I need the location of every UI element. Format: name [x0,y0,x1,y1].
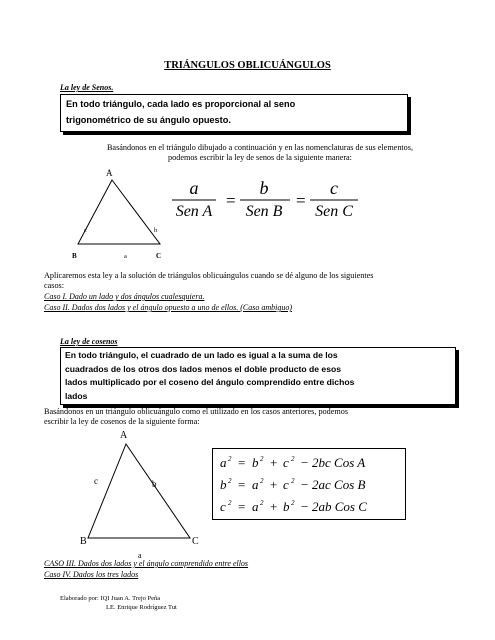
formula-denominator-b: Sen B [245,203,283,220]
equals-sign: = [238,499,246,514]
side-b-label: b [154,227,158,234]
caso-1: Caso I. Dado un lado y dos ángulos cualesquiera. [44,292,205,301]
side-b-label: b [152,479,157,489]
definition-line: En todo triángulo, el cuadrado de un lado es igual a la suma de los [65,350,338,360]
formula-numerator-a: a [189,178,199,198]
exponent: 2 [260,455,264,463]
equation-product: 2bc Cos A [312,455,366,470]
exponent: 2 [228,477,232,485]
caso-2: Caso II. Dados dos lados y el ángulo opuesto a uno de ellos. (Caso ambiguo) [44,303,292,312]
exponent: 2 [260,477,264,485]
equation-term: b [252,455,259,470]
footer-credits [60,594,177,612]
cosines-triangle-diagram [80,424,210,562]
application-line: Aplicaremos esta ley a la solución de triángulos oblicuángulos cuando se dé alguno de los siguientes [44,271,374,280]
equals-sign: = [238,455,246,470]
equals-sign: = [296,191,306,210]
footer-author-1: Elaborado por: IQI Juan A. Trejo Peña [60,595,161,602]
definition-line: trigonométrico de su ángulo opuesto. [66,115,231,125]
side-c-label: c [84,227,87,234]
side-c-label: c [94,476,98,486]
equation-product: 2ab Cos C [312,499,367,514]
minus-sign: − [301,499,309,514]
law-of-cosines-formula-box [212,448,406,520]
plus-sign: + [270,499,278,514]
definition-line: cuadrados de los otros dos lados menos el doble producto de esos [65,363,342,374]
equals-sign: = [238,477,246,492]
equation-term: c [283,477,289,492]
triangle-shape [88,444,190,538]
law-of-sines-definition-box [60,94,408,132]
equation-lhs: b [220,477,227,492]
plus-sign: + [270,477,278,492]
law-of-sines-intro [60,143,460,163]
law-of-sines-formula [168,172,368,224]
vertex-a-label: A [106,168,113,178]
side-a-label: a [138,551,142,560]
vertex-a-label: A [120,430,128,441]
application-line: casos: [44,281,65,290]
equation-product: 2ac Cos B [312,477,366,492]
intro-line: Basándonos en un triángulo oblicuángulo como el utilizado en los casos anteriores, podemos [44,407,349,416]
equals-sign: = [226,191,236,210]
exponent: 2 [260,499,264,507]
equation-term: b [283,499,290,514]
plus-sign: + [270,455,278,470]
law-of-cosines-heading: La ley de cosenos [60,337,118,346]
vertex-c-label: C [192,536,199,547]
exponent: 2 [228,455,232,463]
intro-line: escribir la ley de cosenos de la siguiente forma: [44,417,200,426]
exponent: 2 [291,499,295,507]
definition-line: lados [65,390,88,401]
caso-4: Caso IV. Dados los tres lados [44,570,139,579]
sines-triangle-diagram [70,164,180,264]
vertex-c-label: C [156,252,162,260]
equation-term: a [252,477,259,492]
minus-sign: − [301,455,309,470]
equation-lhs: a [220,455,227,470]
triangle-shape [78,180,160,244]
law-of-sines-heading: La ley de Senos. [60,83,114,92]
definition-line: En todo triángulo, cada lado es proporcional al seno [66,99,296,109]
page-title: TRIÁNGULOS OBLICUÁNGULOS [164,60,331,71]
footer-author-2: LE. Enrique Rodríguez Tut [106,604,177,611]
exponent: 2 [291,477,295,485]
caso-3: CASO III. Dados dos lados y el ángulo comprendido entre ellos [44,559,249,568]
equation-lhs: c [220,499,226,514]
equation-term: a [252,499,259,514]
application-text [44,271,464,291]
equation-term: c [283,455,289,470]
intro-line: podemos escribir la ley de senos de la siguiente manera: [168,153,352,162]
side-a-label: a [124,253,127,260]
formula-denominator-a: Sen A [175,203,213,220]
exponent: 2 [228,499,232,507]
exponent: 2 [291,455,295,463]
formula-numerator-c: c [330,178,338,198]
intro-line: Basándonos en el triángulo dibujado a continuación y en las nomenclaturas de sus elementos, [106,143,414,152]
minus-sign: − [301,477,309,492]
formula-denominator-c: Sen C [315,203,353,220]
formula-numerator-b: b [259,178,269,198]
vertex-b-label: B [72,252,77,260]
law-of-cosines-definition-box [60,347,456,405]
vertex-b-label: B [80,536,87,547]
definition-line: lados multiplicado por el coseno del ángulo comprendido entre dichos [65,377,355,388]
